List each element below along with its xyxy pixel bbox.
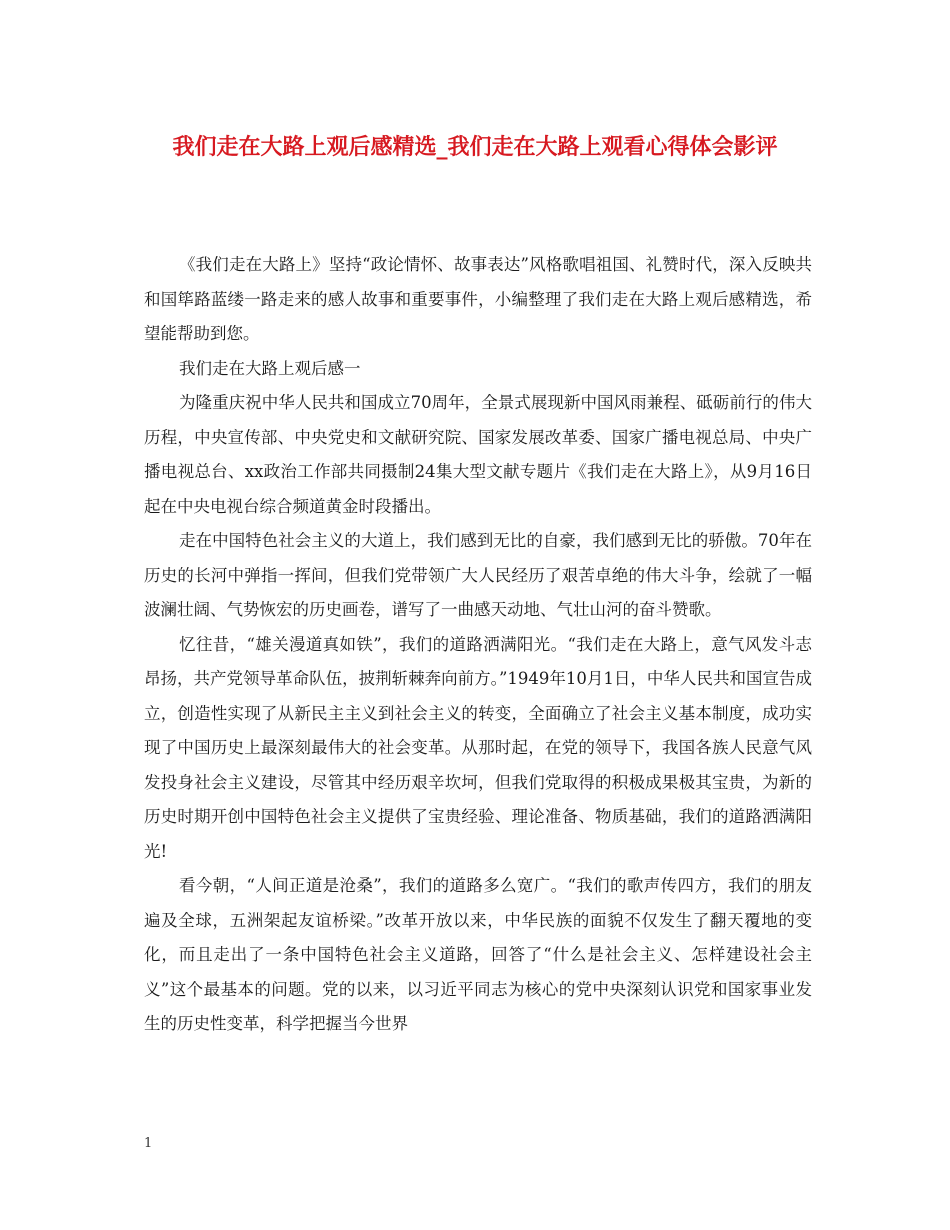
paragraph-section-heading: 我们走在大路上观后感一 (179, 358, 361, 378)
paragraph-pride: 走在中国特色社会主义的大道上，我们感到无比的自豪，我们感到无比的骄傲。70年在历史的长河中弹指一挥间，但我们党带领广大人民经历了艰苦卓绝的伟大斗争，绘就了一幅波澜壮阔、气势恢宏的历史画卷，谱写了一曲感天动地、气壮山河的奋斗赞歌。 (144, 531, 812, 619)
page-number: 1 (144, 1136, 153, 1151)
paragraph-intro: 《我们走在大路上》坚持“政论情怀、故事表达”风格歌唱祖国、礼赞时代，深入反映共和国筚路蓝缕一路走来的感人故事和重要事件，小编整理了我们走在大路上观后感精选，希望能帮助到您。 (144, 255, 812, 343)
paragraph-present: 看今朝，“人间正道是沧桑”，我们的道路多么宽广。“我们的歌声传四方，我们的朋友遍及全球，五洲架起友谊桥梁。”改革开放以来，中华民族的面貌不仅发生了翻天覆地的变化，而且走出了一条中国特色社会主义道路，回答了“什么是社会主义、怎样建设社会主义”这个最基本的问题。党的以来，以习近平同志为核心的党中央深刻认识党和国家事业发生的历史性变革，科学把握当今世界 (144, 876, 812, 1033)
document-body (144, 248, 812, 1042)
paragraph-background: 为隆重庆祝中华人民共和国成立70周年，全景式展现新中国风雨兼程、砥砺前行的伟大历程，中央宣传部、中央党史和文献研究院、国家发展改革委、国家广播电视总局、中央广播电视总台、xx政治工作部共同摄制24集大型文献专题片《我们走在大路上》，从9月16日起在中央电视台综合频道黄金时段播出。 (144, 393, 812, 516)
paragraph-past: 忆往昔，“雄关漫道真如铁”，我们的道路洒满阳光。“我们走在大路上，意气风发斗志昂扬，共产党领导革命队伍，披荆斩棘奔向前方。”1949年10月1日，中华人民共和国宣告成立，创造性实现了从新民主主义到社会主义的转变，全面确立了社会主义基本制度，成功实现了中国历史上最深刻最伟大的社会变革。从那时起，在党的领导下，我国各族人民意气风发投身社会主义建设，尽管其中经历艰辛坎坷，但我们党取得的积极成果极其宝贵，为新的历史时期开创中国特色社会主义提供了宝贵经验、理论准备、物质基础，我们的道路洒满阳光! (144, 634, 812, 861)
document-title: 我们走在大路上观后感精选_我们走在大路上观看心得体会影评 (172, 135, 778, 160)
